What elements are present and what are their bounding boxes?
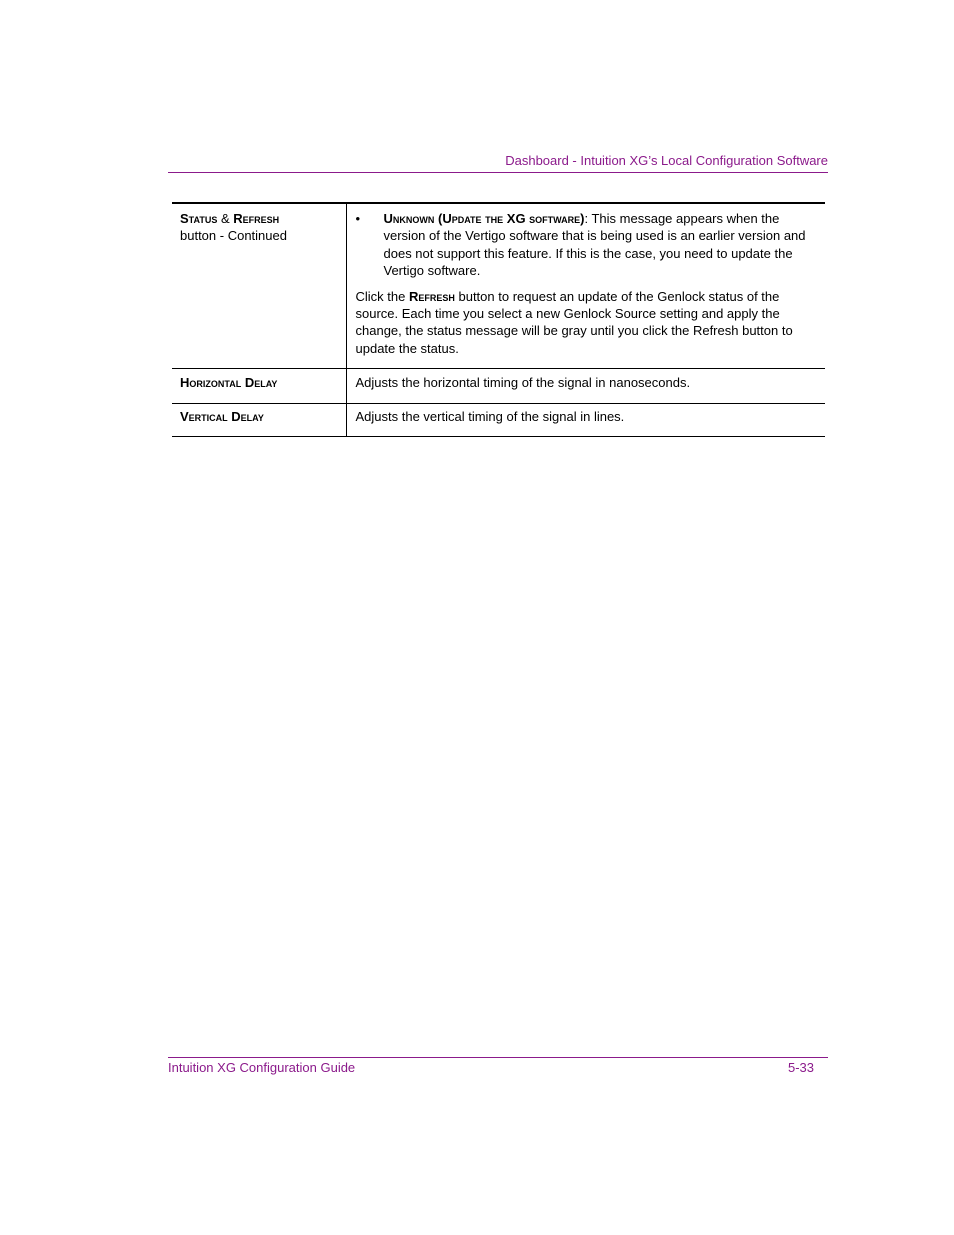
refresh-paragraph <box>356 288 814 358</box>
table-row <box>172 203 825 369</box>
desc-horizontal-delay: Adjusts the horizontal timing of the signal in nanoseconds. <box>355 375 691 390</box>
page-number: 5-33 <box>787 1060 814 1075</box>
para-text: button to request an update of the Genlock status of the source. Each time you select a new Genlock Source setting and apply the change, the status message will be gray until you click the Refresh button to update the status. <box>355 288 793 356</box>
desc-vertical-delay: Adjusts the vertical timing of the signal in lines. <box>355 409 625 424</box>
table-row <box>172 369 825 404</box>
term-vertical-delay: Vertical Delay <box>180 409 264 424</box>
para-prefix: Click the <box>355 288 409 304</box>
bullet-text: : This message appears when the version of the Vertigo software that is being used is an earlier version and does not support this feature. If this is the case, you need to update the Vertigo software. <box>383 211 806 279</box>
running-header: Dashboard - Intuition XG’s Local Configuration Software <box>505 153 828 168</box>
term-refresh: Refresh <box>233 211 280 226</box>
bullet-item <box>356 210 814 280</box>
header-rule <box>168 172 828 173</box>
description-cell <box>346 203 825 369</box>
footer-rule <box>168 1057 828 1058</box>
term-cell <box>172 203 346 369</box>
term-note: button - Continued <box>180 228 287 244</box>
para-term: Refresh <box>408 288 455 304</box>
term-horizontal-delay: Horizontal Delay <box>180 375 278 390</box>
term-status: Status <box>180 211 218 226</box>
bullet-mark: • <box>355 211 361 226</box>
table-row <box>172 404 825 437</box>
bullet-term: Unknown (Update the XG software) <box>383 211 585 226</box>
parameter-table <box>172 202 825 437</box>
footer-title: Intuition XG Configuration Guide <box>168 1060 356 1075</box>
term-ampersand: & <box>217 211 234 226</box>
